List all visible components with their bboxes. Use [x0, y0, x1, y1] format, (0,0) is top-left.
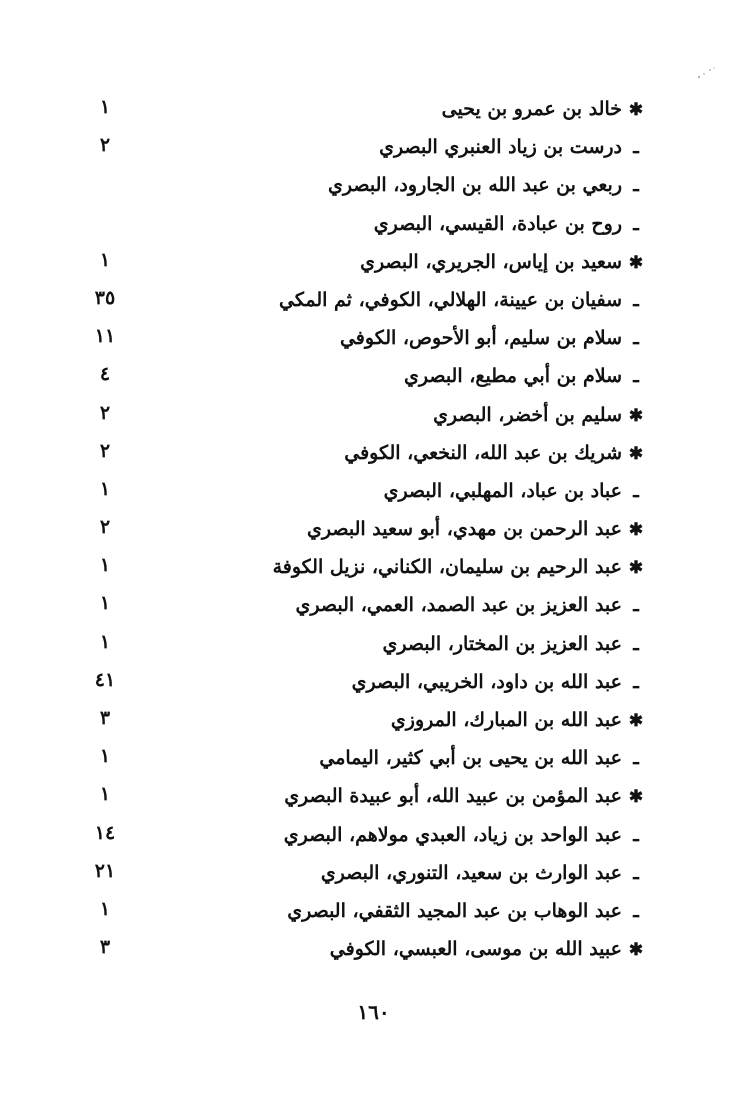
narrator-entry — [287, 894, 650, 928]
narrator-name: سلام بن أبي مطيع، البصري — [403, 365, 622, 388]
dash-marker-icon: ـ — [633, 861, 639, 884]
list-item — [60, 894, 650, 932]
narrator-name: عبد الله بن المبارك، المروزي — [390, 709, 622, 731]
asterisk-marker-icon: ✱ — [628, 405, 644, 426]
narrator-entry — [321, 856, 650, 890]
narrator-name: عبد الوهاب بن عبد المجيد الثقفي، البصري — [287, 899, 622, 922]
narrator-name: روح بن عبادة، القيسي، البصري — [373, 212, 622, 235]
narrator-name: عبد الوارث بن سعيد، التنوري، البصري — [320, 861, 622, 884]
narrator-entry — [442, 92, 650, 127]
narration-count: ٣ — [99, 707, 111, 729]
narration-count: ١ — [99, 96, 111, 118]
narration-count: ٣ — [99, 936, 111, 959]
narrator-entry — [344, 436, 650, 471]
narrator-name: عبد العزيز بن عبد الصمد، العمي، البصري — [295, 594, 622, 617]
narrator-entry — [284, 779, 650, 814]
narrator-name: عبد الله بن داود، الخريبي، البصري — [351, 670, 622, 693]
dash-marker-icon: ـ — [633, 670, 639, 693]
dash-marker-icon: ـ — [633, 479, 639, 502]
narration-count: ١ — [99, 745, 111, 768]
narrator-name: شريك بن عبد الله، النخعي، الكوفي — [344, 441, 622, 464]
list-item — [60, 92, 650, 130]
narrator-entry — [307, 512, 650, 547]
scan-speck-mark — [696, 66, 716, 80]
narrator-entry — [433, 398, 650, 433]
page-number: ١٦٠ — [357, 1000, 390, 1024]
narration-count: ٢ — [99, 134, 111, 157]
list-item — [60, 818, 650, 856]
narrator-entry — [340, 321, 650, 355]
narrator-list — [60, 92, 650, 970]
dash-marker-icon: ـ — [633, 327, 639, 350]
narration-count: ١ — [99, 897, 111, 920]
narrator-entry — [352, 665, 650, 699]
dash-marker-icon: ـ — [633, 594, 639, 617]
narrator-entry — [384, 474, 650, 508]
narrator-name: سلام بن سليم، أبو الأحوص، الكوفي — [339, 327, 622, 350]
asterisk-marker-icon: ✱ — [628, 711, 644, 731]
asterisk-marker-icon: ✱ — [628, 787, 644, 808]
list-item — [60, 741, 650, 779]
narrator-name: درست بن زياد العنبري البصري — [379, 136, 622, 159]
asterisk-marker-icon: ✱ — [628, 100, 644, 120]
narrator-name: ربعي بن عبد الله بن الجارود، البصري — [328, 174, 622, 197]
narrator-name: عبد الواحد بن زياد، العبدي مولاهم، البصري — [283, 823, 622, 846]
list-item — [60, 474, 650, 512]
narration-count: ٤ — [99, 363, 111, 386]
narration-count: ١ — [99, 592, 111, 615]
narration-count: ١٤ — [94, 821, 116, 844]
narrator-name: سفيان بن عيينة، الهلالي، الكوفي، ثم المكي — [279, 288, 622, 311]
asterisk-marker-icon: ✱ — [628, 940, 644, 961]
narrator-name: عباد بن عباد، المهلبي، البصري — [383, 479, 622, 502]
narrator-name: عبد العزيز بن المختار، البصري — [382, 632, 622, 655]
dash-marker-icon: ـ — [633, 136, 639, 159]
dash-marker-icon: ـ — [633, 174, 639, 197]
narrator-name: عبد المؤمن بن عبيد الله، أبو عبيدة البصري — [284, 785, 622, 808]
narrator-entry — [404, 359, 650, 393]
narration-count: ٢١ — [94, 859, 116, 882]
narration-count: ١ — [99, 630, 111, 653]
dash-marker-icon: ـ — [633, 365, 639, 388]
list-item — [60, 856, 650, 894]
list-item — [60, 207, 650, 245]
asterisk-marker-icon: ✱ — [628, 252, 644, 273]
narrator-entry — [391, 703, 650, 738]
dash-marker-icon: ـ — [633, 212, 639, 235]
list-item — [60, 436, 650, 474]
narrator-name: عبد الرحمن بن مهدي، أبو سعيد البصري — [307, 518, 622, 541]
narrator-name: سعيد بن إياس، الجريري، البصري — [360, 250, 622, 273]
narrator-name: سليم بن أخضر، البصري — [433, 403, 622, 426]
list-item — [60, 245, 650, 283]
list-item — [60, 168, 650, 206]
dash-marker-icon: ـ — [633, 823, 639, 846]
narrator-name: خالد بن عمرو بن يحيى — [441, 98, 622, 120]
list-item — [60, 283, 650, 321]
dash-marker-icon: ـ — [633, 747, 639, 770]
list-item — [60, 665, 650, 703]
narrator-entry — [279, 283, 650, 317]
narrator-name: عبيد الله بن موسى، العبسي، الكوفي — [329, 938, 622, 961]
narrator-entry — [330, 932, 650, 967]
narrator-entry — [374, 207, 650, 241]
narration-count: ١ — [99, 477, 111, 500]
list-item — [60, 359, 650, 397]
list-item — [60, 932, 650, 970]
asterisk-marker-icon: ✱ — [628, 443, 644, 464]
narration-count: ٢ — [99, 401, 111, 424]
list-item — [60, 130, 650, 168]
list-item — [60, 627, 650, 665]
narrator-entry — [319, 741, 650, 775]
narrator-name: عبد الرحيم بن سليمان، الكناني، نزيل الكوفة — [272, 556, 622, 579]
narration-count: ٢ — [99, 516, 111, 539]
narrator-entry — [379, 130, 650, 164]
narration-count: ١ — [99, 248, 111, 271]
list-item — [60, 703, 650, 741]
list-item — [60, 779, 650, 817]
narrator-entry — [328, 168, 650, 202]
asterisk-marker-icon: ✱ — [628, 558, 644, 579]
narration-count: ١١ — [94, 325, 116, 348]
narrator-entry — [382, 627, 650, 661]
list-item — [60, 398, 650, 436]
list-item — [60, 512, 650, 550]
list-item — [60, 550, 650, 588]
narration-count: ١ — [99, 554, 111, 577]
narrator-entry — [296, 588, 650, 622]
dash-marker-icon: ـ — [633, 288, 639, 311]
narrator-name: عبد الله بن يحيى بن أبي كثير، اليمامي — [319, 747, 622, 770]
narration-count: ٣٥ — [94, 286, 116, 309]
narrator-entry — [284, 818, 650, 852]
narrator-entry — [360, 245, 650, 280]
asterisk-marker-icon: ✱ — [628, 520, 644, 541]
list-item — [60, 321, 650, 359]
narration-count: ٢ — [99, 439, 111, 462]
dash-marker-icon: ـ — [633, 899, 639, 922]
narration-count: ١ — [99, 783, 111, 806]
list-item — [60, 588, 650, 626]
dash-marker-icon: ـ — [633, 632, 639, 655]
narration-count: ٤١ — [94, 668, 116, 691]
narrator-entry — [273, 550, 650, 585]
